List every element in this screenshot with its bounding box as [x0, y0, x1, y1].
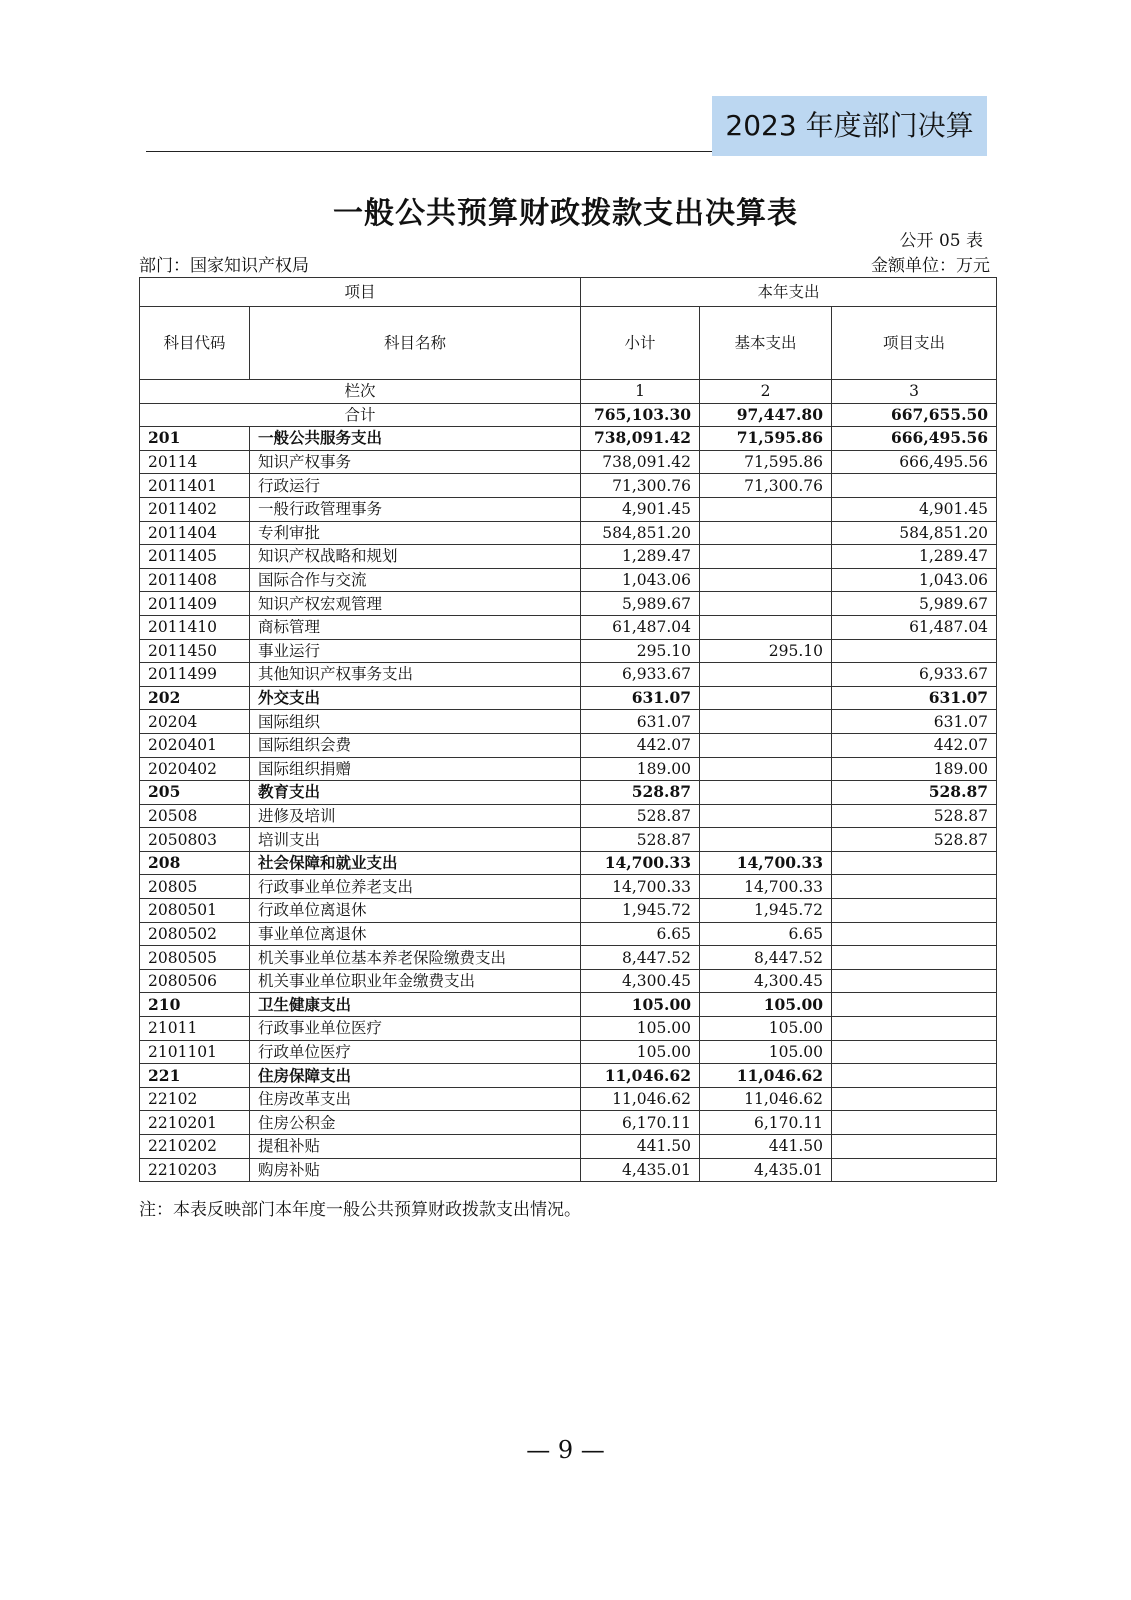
row-code: 2011405: [140, 545, 250, 569]
row-basic: 14,700.33: [700, 851, 832, 875]
header-row-columns: [140, 307, 997, 380]
row-basic: [700, 804, 832, 828]
table-row: [140, 757, 997, 781]
name-column-header: 科目名称: [250, 307, 581, 380]
table-row: [140, 875, 997, 899]
code-column-header: 科目代码: [140, 307, 250, 380]
row-basic: [700, 828, 832, 852]
row-subtotal: 1,043.06: [581, 568, 700, 592]
row-project: 631.07: [832, 710, 997, 734]
row-project: 666,495.56: [832, 450, 997, 474]
table-row: [140, 474, 997, 498]
row-name: 提租补贴: [250, 1135, 581, 1159]
row-project: 584,851.20: [832, 521, 997, 545]
table-row: [140, 804, 997, 828]
row-basic: [700, 615, 832, 639]
column-index-2: 2: [700, 380, 832, 404]
row-subtotal: 442.07: [581, 733, 700, 757]
row-code: 2080505: [140, 946, 250, 970]
row-subtotal: 6.65: [581, 922, 700, 946]
row-basic: [700, 568, 832, 592]
row-code: 20805: [140, 875, 250, 899]
column-index-row: [140, 380, 997, 404]
row-basic: [700, 545, 832, 569]
row-basic: 4,300.45: [700, 969, 832, 993]
row-subtotal: 189.00: [581, 757, 700, 781]
table-row: [140, 639, 997, 663]
row-basic: 71,595.86: [700, 427, 832, 451]
row-subtotal: 738,091.42: [581, 427, 700, 451]
table-row: [140, 615, 997, 639]
row-name: 行政事业单位医疗: [250, 1017, 581, 1041]
row-subtotal: 584,851.20: [581, 521, 700, 545]
row-name: 社会保障和就业支出: [250, 851, 581, 875]
row-project: [832, 1158, 997, 1182]
row-basic: 105.00: [700, 1040, 832, 1064]
table-row: [140, 427, 997, 451]
row-basic: 11,046.62: [700, 1064, 832, 1088]
row-basic: [700, 521, 832, 545]
row-project: 5,989.67: [832, 592, 997, 616]
row-subtotal: 4,300.45: [581, 969, 700, 993]
table-row: [140, 663, 997, 687]
row-code: 20204: [140, 710, 250, 734]
row-subtotal: 11,046.62: [581, 1064, 700, 1088]
row-project: [832, 969, 997, 993]
row-basic: 71,595.86: [700, 450, 832, 474]
row-basic: 1,945.72: [700, 899, 832, 923]
row-project: [832, 1017, 997, 1041]
row-name: 知识产权战略和规划: [250, 545, 581, 569]
row-name: 知识产权宏观管理: [250, 592, 581, 616]
row-subtotal: 105.00: [581, 1017, 700, 1041]
row-project: [832, 946, 997, 970]
row-basic: 11,046.62: [700, 1087, 832, 1111]
row-name: 教育支出: [250, 781, 581, 805]
row-name: 专利审批: [250, 521, 581, 545]
table-row: [140, 828, 997, 852]
row-project: 528.87: [832, 781, 997, 805]
row-project: [832, 1087, 997, 1111]
table-row: [140, 969, 997, 993]
page-number: — 9 —: [526, 1436, 605, 1464]
total-subtotal: 765,103.30: [581, 403, 700, 427]
table-row: [140, 710, 997, 734]
row-subtotal: 14,700.33: [581, 851, 700, 875]
row-code: 2050803: [140, 828, 250, 852]
row-basic: 6,170.11: [700, 1111, 832, 1135]
row-name: 外交支出: [250, 686, 581, 710]
table-row: [140, 1135, 997, 1159]
row-project: [832, 899, 997, 923]
table-row: [140, 1040, 997, 1064]
row-basic: [700, 663, 832, 687]
row-subtotal: 5,989.67: [581, 592, 700, 616]
row-basic: [700, 497, 832, 521]
table-row: [140, 851, 997, 875]
row-subtotal: 1,289.47: [581, 545, 700, 569]
basic-column-header: 基本支出: [700, 307, 832, 380]
expenditure-table: [139, 277, 997, 1182]
amount-unit-label: 金额单位：万元: [871, 256, 990, 276]
row-name: 事业运行: [250, 639, 581, 663]
row-code: 20508: [140, 804, 250, 828]
row-name: 国际组织捐赠: [250, 757, 581, 781]
row-code: 2101101: [140, 1040, 250, 1064]
row-code: 2080502: [140, 922, 250, 946]
total-row: [140, 403, 997, 427]
column-index-1: 1: [581, 380, 700, 404]
row-name: 事业单位离退休: [250, 922, 581, 946]
item-group-header: 项目: [140, 278, 581, 307]
row-basic: [700, 592, 832, 616]
table-row: [140, 686, 997, 710]
column-index-label: 栏次: [140, 380, 581, 404]
row-subtotal: 105.00: [581, 1040, 700, 1064]
row-name: 住房公积金: [250, 1111, 581, 1135]
row-project: 189.00: [832, 757, 997, 781]
row-subtotal: 1,945.72: [581, 899, 700, 923]
row-code: 2210203: [140, 1158, 250, 1182]
table-row: [140, 1158, 997, 1182]
table-row: [140, 781, 997, 805]
report-year-badge: 2023 年度部门决算: [712, 96, 987, 156]
table-row: [140, 733, 997, 757]
table-row: [140, 899, 997, 923]
row-name: 国际组织: [250, 710, 581, 734]
table-row: [140, 922, 997, 946]
page-title: 一般公共预算财政拨款支出决算表: [333, 196, 798, 231]
table-row: [140, 450, 997, 474]
row-code: 21011: [140, 1017, 250, 1041]
row-project: 6,933.67: [832, 663, 997, 687]
row-subtotal: 71,300.76: [581, 474, 700, 498]
row-project: 442.07: [832, 733, 997, 757]
row-basic: [700, 781, 832, 805]
row-code: 2080506: [140, 969, 250, 993]
row-project: [832, 1064, 997, 1088]
subtotal-column-header: 小计: [581, 307, 700, 380]
row-name: 一般公共服务支出: [250, 427, 581, 451]
row-code: 202: [140, 686, 250, 710]
row-code: 205: [140, 781, 250, 805]
row-subtotal: 6,170.11: [581, 1111, 700, 1135]
row-code: 2011450: [140, 639, 250, 663]
row-project: 528.87: [832, 828, 997, 852]
total-project: 667,655.50: [832, 403, 997, 427]
table-row: [140, 1111, 997, 1135]
row-code: 2011401: [140, 474, 250, 498]
row-code: 201: [140, 427, 250, 451]
row-project: [832, 1111, 997, 1135]
row-project: [832, 851, 997, 875]
row-code: 2011409: [140, 592, 250, 616]
row-code: 2020402: [140, 757, 250, 781]
row-basic: 441.50: [700, 1135, 832, 1159]
row-code: 2011410: [140, 615, 250, 639]
project-column-header: 项目支出: [832, 307, 997, 380]
row-code: 208: [140, 851, 250, 875]
row-subtotal: 528.87: [581, 828, 700, 852]
row-project: [832, 1040, 997, 1064]
row-name: 商标管理: [250, 615, 581, 639]
row-name: 住房保障支出: [250, 1064, 581, 1088]
row-subtotal: 4,901.45: [581, 497, 700, 521]
row-subtotal: 738,091.42: [581, 450, 700, 474]
row-name: 行政单位离退休: [250, 899, 581, 923]
row-name: 机关事业单位基本养老保险缴费支出: [250, 946, 581, 970]
header-row-groups: [140, 278, 997, 307]
row-project: 631.07: [832, 686, 997, 710]
row-name: 进修及培训: [250, 804, 581, 828]
table-row: [140, 1064, 997, 1088]
row-name: 其他知识产权事务支出: [250, 663, 581, 687]
row-subtotal: 528.87: [581, 781, 700, 805]
row-code: 2011404: [140, 521, 250, 545]
row-basic: 105.00: [700, 993, 832, 1017]
row-basic: [700, 733, 832, 757]
row-basic: [700, 686, 832, 710]
header-rule: [146, 151, 712, 152]
row-project: 4,901.45: [832, 497, 997, 521]
row-basic: 6.65: [700, 922, 832, 946]
row-name: 行政单位医疗: [250, 1040, 581, 1064]
row-code: 2011408: [140, 568, 250, 592]
table-row: [140, 521, 997, 545]
row-code: 22102: [140, 1087, 250, 1111]
row-name: 卫生健康支出: [250, 993, 581, 1017]
row-basic: 71,300.76: [700, 474, 832, 498]
row-project: 666,495.56: [832, 427, 997, 451]
row-code: 221: [140, 1064, 250, 1088]
row-subtotal: 105.00: [581, 993, 700, 1017]
table-row: [140, 1017, 997, 1041]
table-row: [140, 993, 997, 1017]
row-subtotal: 631.07: [581, 686, 700, 710]
row-project: [832, 875, 997, 899]
row-subtotal: 4,435.01: [581, 1158, 700, 1182]
form-number: 公开 05 表: [899, 231, 983, 251]
row-name: 购房补贴: [250, 1158, 581, 1182]
row-name: 行政事业单位养老支出: [250, 875, 581, 899]
row-project: [832, 1135, 997, 1159]
row-name: 行政运行: [250, 474, 581, 498]
row-code: 2210201: [140, 1111, 250, 1135]
row-basic: 8,447.52: [700, 946, 832, 970]
row-code: 2020401: [140, 733, 250, 757]
row-basic: 105.00: [700, 1017, 832, 1041]
row-subtotal: 631.07: [581, 710, 700, 734]
row-basic: [700, 757, 832, 781]
table-note: 注：本表反映部门本年度一般公共预算财政拨款支出情况。: [139, 1200, 581, 1220]
table-row: [140, 946, 997, 970]
row-subtotal: 6,933.67: [581, 663, 700, 687]
column-index-3: 3: [832, 380, 997, 404]
row-name: 住房改革支出: [250, 1087, 581, 1111]
department-label: 部门：国家知识产权局: [139, 256, 309, 276]
row-subtotal: 11,046.62: [581, 1087, 700, 1111]
row-subtotal: 528.87: [581, 804, 700, 828]
row-code: 2210202: [140, 1135, 250, 1159]
row-project: [832, 474, 997, 498]
total-label: 合计: [140, 403, 581, 427]
row-project: 1,043.06: [832, 568, 997, 592]
row-project: [832, 993, 997, 1017]
row-subtotal: 14,700.33: [581, 875, 700, 899]
row-project: 61,487.04: [832, 615, 997, 639]
row-project: [832, 639, 997, 663]
row-name: 培训支出: [250, 828, 581, 852]
row-basic: 14,700.33: [700, 875, 832, 899]
total-basic: 97,447.80: [700, 403, 832, 427]
row-project: [832, 922, 997, 946]
row-code: 2011402: [140, 497, 250, 521]
row-code: 210: [140, 993, 250, 1017]
row-basic: 4,435.01: [700, 1158, 832, 1182]
row-subtotal: 8,447.52: [581, 946, 700, 970]
row-code: 20114: [140, 450, 250, 474]
row-subtotal: 441.50: [581, 1135, 700, 1159]
row-name: 一般行政管理事务: [250, 497, 581, 521]
row-project: 1,289.47: [832, 545, 997, 569]
expense-group-header: 本年支出: [581, 278, 997, 307]
table-row: [140, 568, 997, 592]
row-code: 2011499: [140, 663, 250, 687]
table-row: [140, 497, 997, 521]
row-name: 国际合作与交流: [250, 568, 581, 592]
row-name: 国际组织会费: [250, 733, 581, 757]
row-subtotal: 61,487.04: [581, 615, 700, 639]
table-row: [140, 1087, 997, 1111]
row-basic: [700, 710, 832, 734]
row-name: 知识产权事务: [250, 450, 581, 474]
row-project: 528.87: [832, 804, 997, 828]
row-basic: 295.10: [700, 639, 832, 663]
table-row: [140, 592, 997, 616]
row-subtotal: 295.10: [581, 639, 700, 663]
table-row: [140, 545, 997, 569]
row-code: 2080501: [140, 899, 250, 923]
row-name: 机关事业单位职业年金缴费支出: [250, 969, 581, 993]
